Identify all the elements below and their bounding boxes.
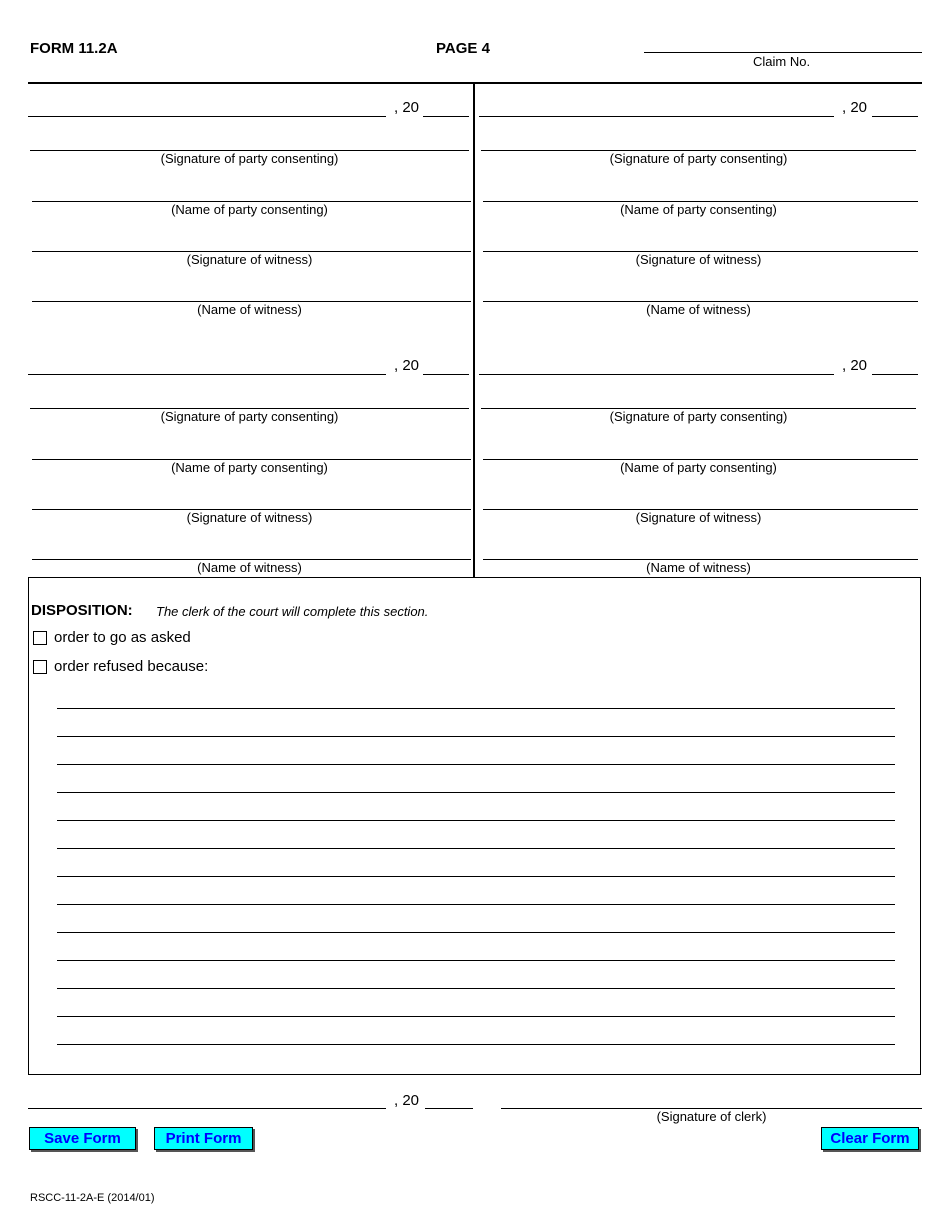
consent-date-field[interactable] (28, 116, 386, 117)
refusal-reason-line[interactable] (57, 1044, 895, 1045)
clerk-signature-label: (Signature of clerk) (656, 1109, 767, 1124)
column-divider (473, 83, 475, 577)
consent-year-field[interactable] (423, 374, 469, 375)
page-number: PAGE 4 (436, 40, 490, 57)
print-form-button[interactable]: Print Form (154, 1127, 253, 1150)
consent-date-field[interactable] (28, 374, 386, 375)
consent-date-suffix: , 20 (842, 99, 868, 116)
party-name-label: (Name of party consenting) (620, 460, 777, 475)
consent-year-field[interactable] (423, 116, 469, 117)
party-name-label: (Name of party consenting) (171, 460, 328, 475)
party-signature-label: (Signature of party consenting) (160, 409, 339, 424)
consent-date-field[interactable] (479, 374, 834, 375)
form-code: RSCC-11-2A-E (2014/01) (30, 1192, 155, 1204)
consent-date-suffix: , 20 (394, 357, 420, 374)
party-signature-label: (Signature of party consenting) (160, 151, 339, 166)
clear-form-button[interactable]: Clear Form (821, 1127, 919, 1150)
refusal-reason-line[interactable] (57, 960, 895, 961)
refusal-reason-line[interactable] (57, 876, 895, 877)
disposition-note: The clerk of the court will complete this section. (156, 604, 429, 619)
refusal-reason-line[interactable] (57, 764, 895, 765)
clerk-date-field[interactable] (28, 1108, 386, 1109)
witness-signature-label: (Signature of witness) (186, 252, 313, 267)
clerk-date-suffix: , 20 (394, 1092, 420, 1109)
order-refused-checkbox[interactable] (33, 660, 47, 674)
witness-name-label: (Name of witness) (646, 560, 751, 575)
consent-year-field[interactable] (872, 374, 918, 375)
refusal-reason-line[interactable] (57, 792, 895, 793)
claim-number-label: Claim No. (753, 54, 811, 69)
order-granted-checkbox[interactable] (33, 631, 47, 645)
refusal-reason-line[interactable] (57, 1016, 895, 1017)
witness-name-label: (Name of witness) (197, 302, 302, 317)
order-granted-label: order to go as asked (54, 629, 191, 646)
refusal-reason-line[interactable] (57, 736, 895, 737)
party-name-label: (Name of party consenting) (171, 202, 328, 217)
witness-signature-label: (Signature of witness) (186, 510, 313, 525)
consent-date-suffix: , 20 (842, 357, 868, 374)
order-refused-label: order refused because: (54, 658, 209, 675)
refusal-reason-line[interactable] (57, 988, 895, 989)
witness-name-label: (Name of witness) (646, 302, 751, 317)
witness-name-label: (Name of witness) (197, 560, 302, 575)
witness-signature-label: (Signature of witness) (635, 510, 762, 525)
consent-year-field[interactable] (872, 116, 918, 117)
party-name-label: (Name of party consenting) (620, 202, 777, 217)
disposition-heading: DISPOSITION: (31, 602, 133, 619)
witness-signature-label: (Signature of witness) (635, 252, 762, 267)
save-form-button[interactable]: Save Form (29, 1127, 136, 1150)
refusal-reason-line[interactable] (57, 708, 895, 709)
consent-date-field[interactable] (479, 116, 834, 117)
party-signature-label: (Signature of party consenting) (609, 151, 788, 166)
claim-number-field[interactable] (644, 52, 922, 53)
form-number: FORM 11.2A (30, 40, 118, 57)
clerk-year-field[interactable] (425, 1108, 473, 1109)
refusal-reason-line[interactable] (57, 848, 895, 849)
consent-date-suffix: , 20 (394, 99, 420, 116)
refusal-reason-line[interactable] (57, 904, 895, 905)
header-divider (28, 82, 922, 84)
refusal-reason-line[interactable] (57, 932, 895, 933)
refusal-reason-line[interactable] (57, 820, 895, 821)
disposition-section (28, 577, 921, 1075)
party-signature-label: (Signature of party consenting) (609, 409, 788, 424)
